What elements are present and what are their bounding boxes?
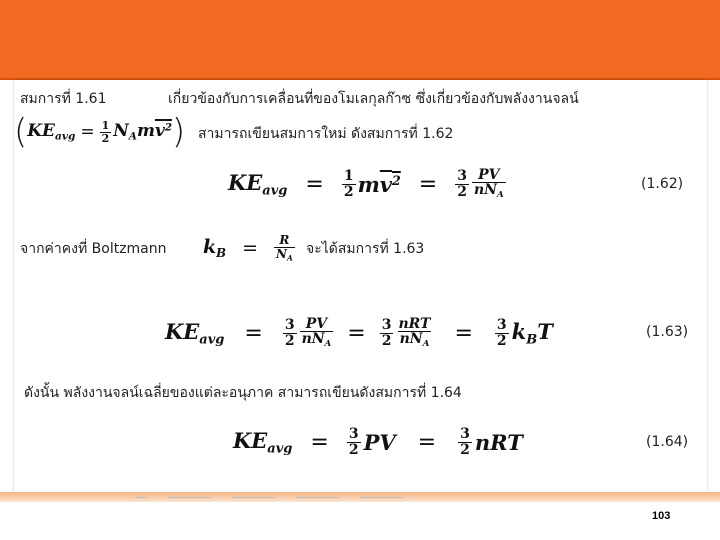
boltzmann-equation: $k_B$ = $\frac{R}{N_A}$ [203, 233, 293, 263]
line3-after: จะได้สมการที่ 1.63 [306, 241, 425, 257]
footer-decoration-line [232, 497, 276, 498]
equation-163: $KE_{avg}$ = $\frac{3}{2}$ $\frac{PV}{nN_A}$ = $\frac{3}{2}$ $\frac{\text{nRT}}{nN_A}$ = $\frac{3}{2}$ $k_BT$ [165, 315, 553, 350]
line4-description: ดังนั้น พลังงานจลน์เฉลี่ยของแต่ละอนุภาค สามารถเขียนดังสมการที่ 1.64 [24, 385, 462, 401]
line1-description: เกี่ยวข้องกับการเคลื่อนที่ของโมเลกุลก๊าซ ซึ่งเกี่ยวข้องกับพลังงานจลน์ [168, 91, 579, 107]
equation-164: $KE_{avg}$ = $\frac{3}{2}$ PV = $\frac{3}{2}$ nRT [233, 425, 523, 458]
title-banner [0, 0, 720, 80]
equation-reference-161: สมการที่ 1.61 [20, 91, 107, 107]
equation-number-163: (1.63) [646, 324, 689, 340]
page-number: 103 [652, 510, 671, 522]
footer-decoration-line [135, 497, 147, 498]
equation-162: $KE_{avg}$ = $\frac{1}{2}$ $mv^2$ = $\frac{3}{2}$ $\frac{PV}{nN_A}$ [228, 166, 504, 201]
equation-number-164: (1.64) [646, 434, 689, 450]
footer-decoration-line [168, 497, 212, 498]
footer-decoration-line [360, 497, 404, 498]
equation-number-162: (1.62) [641, 176, 684, 192]
footer-decoration-line [296, 497, 340, 498]
inline-equation-161: ( $KE_{avg}$ = $\frac{1}{2}$ $N_Amv^2$ ) [14, 112, 186, 152]
line2-description: สามารถเขียนสมการใหม่ ดังสมการที่ 1.62 [198, 126, 454, 142]
line3-description: จากค่าคงที่ Boltzmann [20, 241, 167, 257]
